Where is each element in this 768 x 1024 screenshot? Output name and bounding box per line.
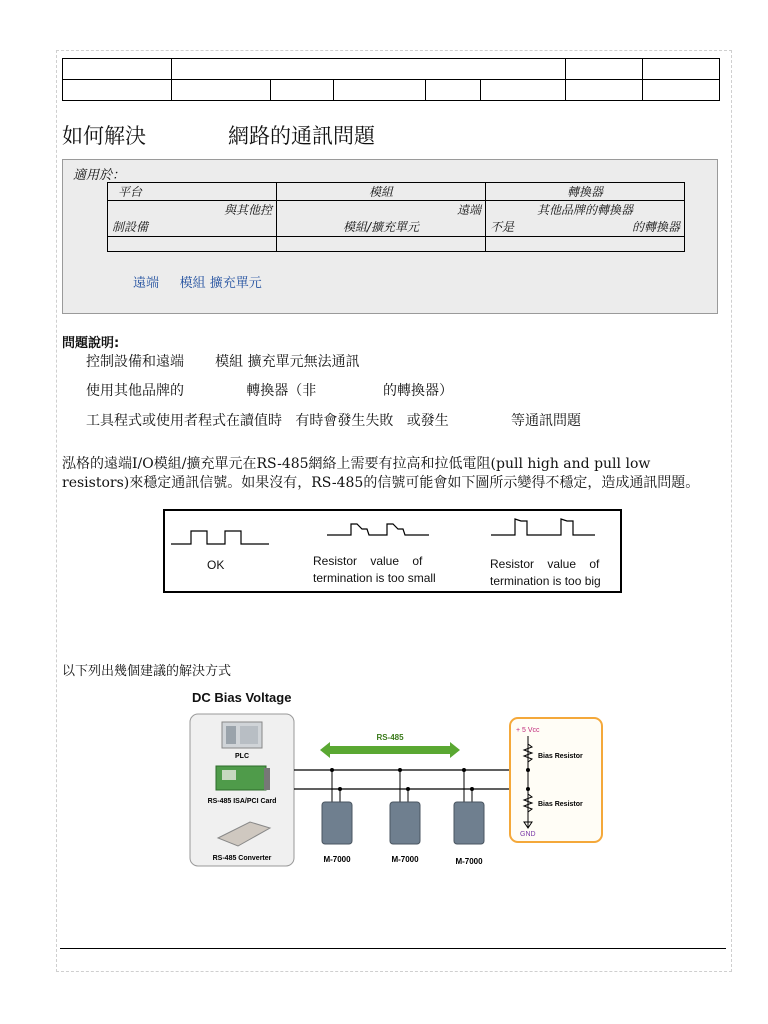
wave-small <box>327 524 429 535</box>
wave-small-caption-1: Resistor value of <box>313 554 423 568</box>
col-header-converter: 轉換器 <box>486 183 685 201</box>
problem-line-3: 工具程式或使用者程式在讀值時 有時會發生失敗 或發生 等通訊問題 <box>86 413 582 429</box>
bus-label: RS-485 <box>376 733 404 742</box>
header-cell <box>63 59 172 80</box>
wave-big <box>491 519 595 535</box>
wave-small-caption-2: termination is too small <box>313 571 436 585</box>
applies-to-table <box>107 182 685 252</box>
header-cell <box>643 80 720 101</box>
gnd-label: GND <box>520 831 536 838</box>
cell-empty <box>108 237 277 252</box>
header-cell <box>566 59 643 80</box>
wave-ok <box>171 531 269 544</box>
cell-platform: 與其他控 制設備 <box>108 201 277 237</box>
diagram-svg <box>188 710 608 870</box>
header-cell <box>63 80 172 101</box>
cell-converter: 其他品牌的轉換器 不是 的轉換器 <box>486 201 685 237</box>
bias-2-label: Bias Resistor <box>538 801 583 808</box>
col-header-platform: 平台 <box>108 183 277 201</box>
header-table <box>62 58 720 101</box>
header-cell <box>481 80 566 101</box>
bottom-rule <box>60 948 726 949</box>
header-cell <box>270 80 333 101</box>
plc-label: PLC <box>235 753 249 760</box>
cell-empty <box>277 237 486 252</box>
header-cell <box>171 80 270 101</box>
problem-heading: 問題說明: <box>62 336 120 351</box>
card-label: RS-485 ISA/PCI Card <box>207 798 277 805</box>
bias-panel <box>510 718 602 842</box>
header-cell <box>566 80 643 101</box>
module-1 <box>322 768 352 864</box>
svg-text:M-7000: M-7000 <box>323 855 351 864</box>
bias-1-label: Bias Resistor <box>538 753 583 760</box>
header-cell <box>333 80 426 101</box>
header-cell <box>426 80 481 101</box>
header-cell <box>171 59 565 80</box>
dc-bias-diagram <box>188 710 608 870</box>
page-title <box>62 120 375 150</box>
applies-to-box <box>62 159 718 314</box>
applies-to-label: 適用於： <box>73 168 126 183</box>
cell-empty <box>486 237 685 252</box>
svg-text:M-7000: M-7000 <box>391 855 419 864</box>
col-header-module: 模組 <box>277 183 486 201</box>
converter-label: RS-485 Converter <box>212 855 272 862</box>
title-left: 如何解決 <box>62 124 146 148</box>
solutions-intro: 以下列出幾個建議的解決方式 <box>62 664 232 679</box>
module-2 <box>390 768 420 864</box>
figure-title: DC Bias Voltage <box>192 690 292 705</box>
wave-big-caption-2: termination is too big <box>490 574 601 588</box>
module-3 <box>454 768 484 866</box>
explanation-paragraph: 泓格的遠端I/O模組/擴充單元在RS-485網絡上需要有拉高和拉低電阻(pull high and pull low resistors)來穩定通訊信號。如果沒有，RS-485的信號可能會如下圖所示變得不穩定，造成通訊問題。 <box>62 456 700 491</box>
wave-ok-caption: OK <box>207 558 225 572</box>
vcc-label: + 5 Vcc <box>516 727 540 734</box>
problem-line-1: 控制設備和遠端 模組 擴充單元無法通訊 <box>86 354 360 370</box>
header-cell <box>643 59 720 80</box>
cell-module: 遠端 模組/擴充單元 <box>277 201 486 237</box>
title-right: 網路的通訊問題 <box>228 124 375 148</box>
waveform-figure <box>163 509 622 593</box>
applies-note: 遠端 模組 擴充單元 <box>133 276 262 291</box>
problem-line-2: 使用其他品牌的 轉換器（非 的轉換器） <box>86 383 454 399</box>
bus-arrow <box>320 742 460 758</box>
wave-big-caption-1: Resistor value of <box>490 557 600 571</box>
svg-text:M-7000: M-7000 <box>455 857 483 866</box>
